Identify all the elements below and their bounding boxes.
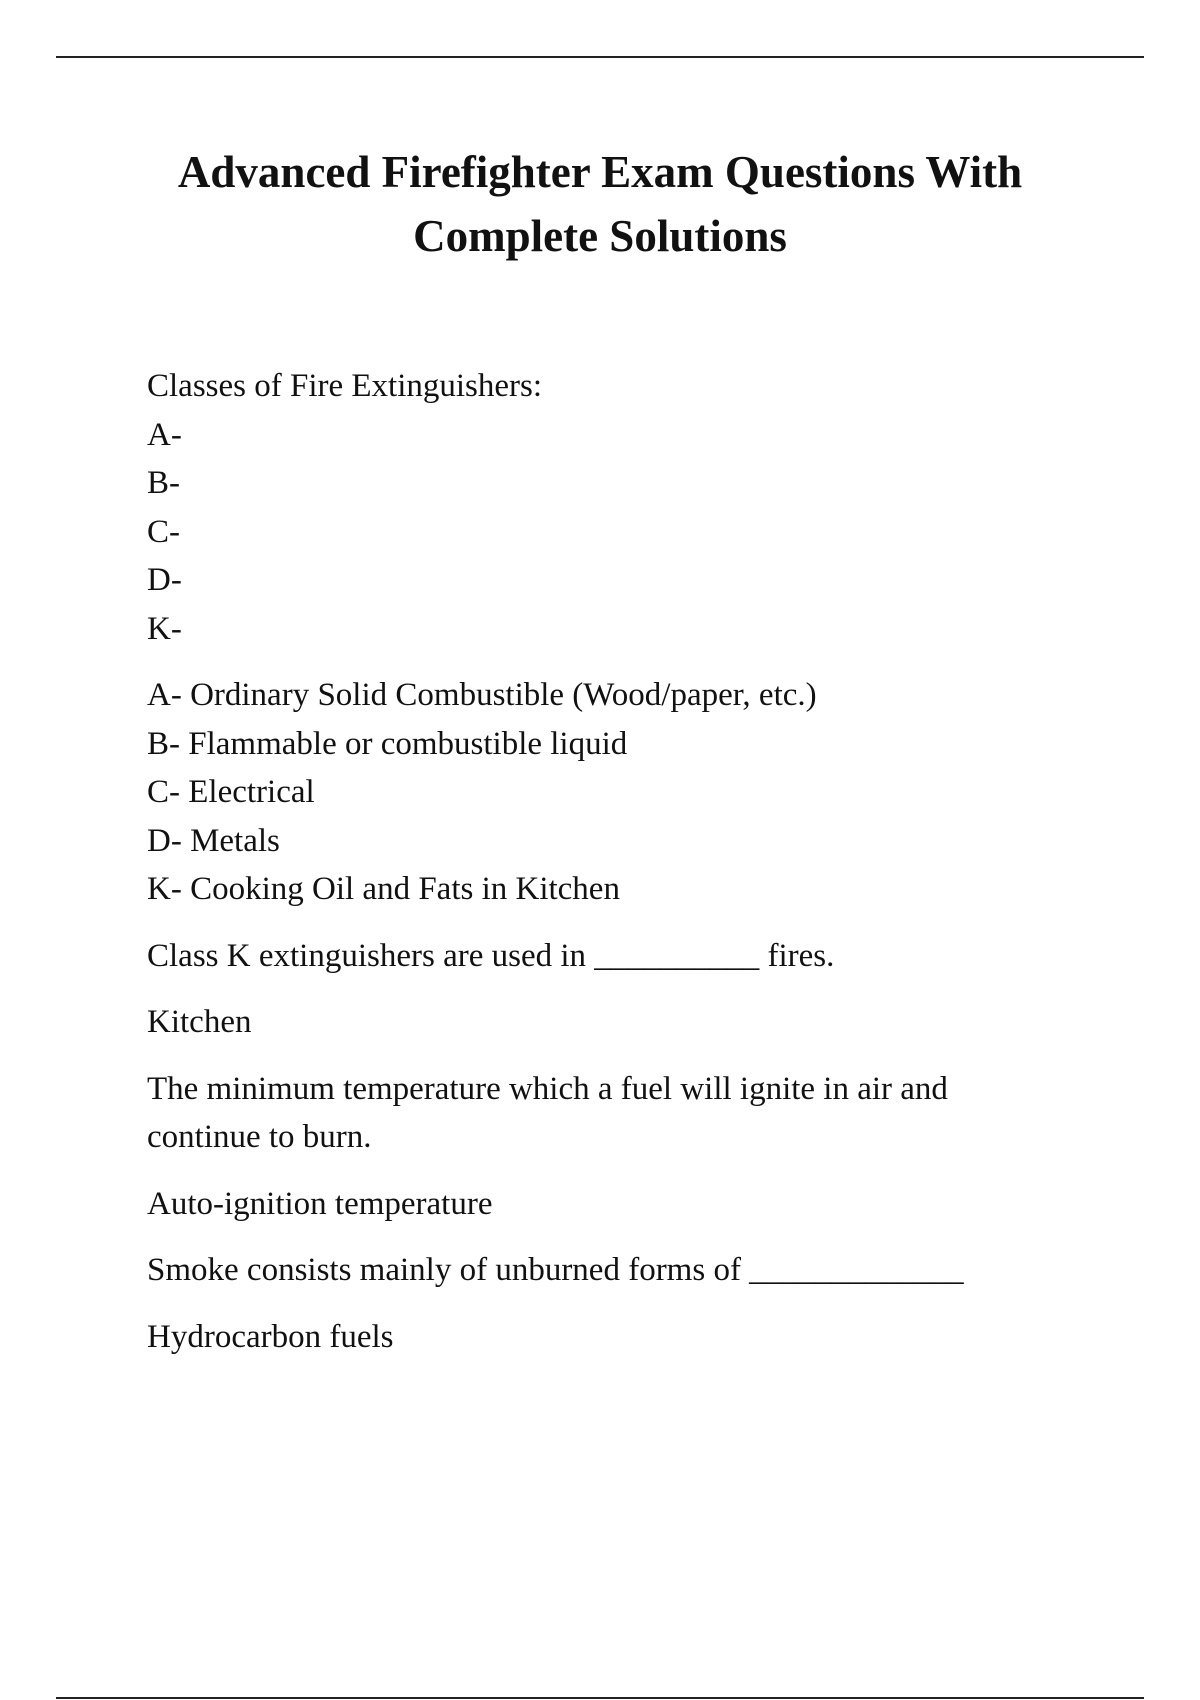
question-line: The minimum temperature which a fuel will ignite in air and [147,1070,948,1107]
answer-line: K- Cooking Oil and Fats in Kitchen [147,871,620,907]
answer-block [147,1180,1077,1229]
title-line: Advanced Firefighter Exam Questions With [177,147,1023,197]
question-line: B- [147,465,180,501]
title-line: Complete Solutions [413,211,787,261]
answer-block [147,998,1077,1047]
question-line: K- [147,610,182,647]
question-line: D- [147,562,182,598]
answer-line: D- Metals [147,822,280,859]
answer-line: Kitchen [147,1004,252,1040]
answer-line: A- Ordinary Solid Combustible (Wood/paper, etc.) [147,677,817,713]
answer-line: Auto-ignition temperature [147,1185,493,1222]
footer-rule [56,1697,1144,1699]
header-rule [56,56,1144,58]
answer-line: Hydrocarbon fuels [147,1318,394,1355]
question-block [147,1246,1077,1295]
question-line: A- [147,416,182,453]
question-line: Smoke consists mainly of unburned forms of _____________ [147,1252,964,1288]
question-line: continue to burn. [147,1119,372,1155]
answer-block [147,1313,1077,1362]
question-block [147,932,1077,981]
answer-block [147,671,1077,914]
question-line: Class K extinguishers are used in __________ fires. [147,937,835,974]
document-title [120,140,1080,268]
qa-content [147,362,1077,1379]
question-block [147,1065,1077,1162]
question-block [147,362,1077,653]
question-line: C- [147,513,180,550]
answer-line: C- Electrical [147,774,315,810]
question-line: Classes of Fire Extinguishers: [147,368,543,404]
answer-line: B- Flammable or combustible liquid [147,725,628,762]
